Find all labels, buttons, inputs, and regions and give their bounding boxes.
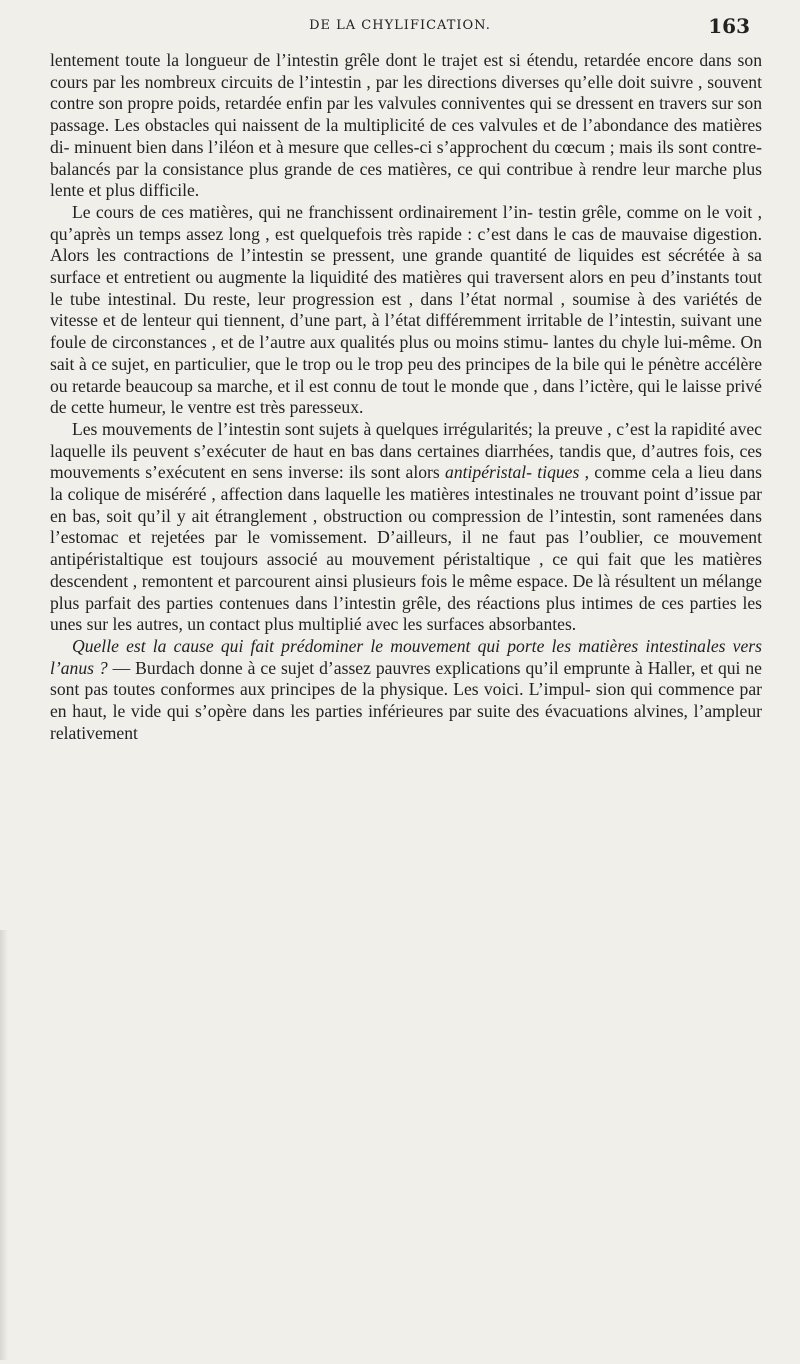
running-head: DE LA CHYLIFICATION.: [309, 18, 491, 33]
binding-shadow: [0, 930, 8, 1360]
paragraph-3-text-a: Les mouvements de l’intestin sont sujets à quelques irrégularités; la preuve , c’est la rapidité avec laquelle ils peuvent s’exécuter de haut en bas dans certaines diarrhées, tandis que, d’autres fois, ces mouvements s’exécutent en sens inverse: ils sont alors: [50, 418, 762, 483]
paragraph-1: lentement toute la longueur de l’intestin grêle dont le trajet est si étendu, retardée encore dans son cours par les nombreux circuits de l’intestin , par les directions diverses qu’elle doit suivre , souvent contre son propre poids, retardée enfin par les valvules conniventes qui se dressent en travers sur son passage. Les obstacles qui naissent de la multiplicité de ces valvules et de l’abondance des matières di- minuent bien dans l’iléon et à mesure que celles-ci s’approchent du cœcum ; mais ils sont contre-balancés par la consistance plus grande de ces matières, ce qui contribue à rendre leur marche plus lente et plus difficile.: [50, 50, 762, 201]
body-text: [50, 50, 762, 745]
page-number: 163: [708, 14, 750, 38]
paragraph-3: [50, 419, 762, 636]
paragraph-3-italic-term: antipéristal- tiques: [445, 462, 580, 483]
paragraph-4-italic-question: Quelle est la cause qui fait prédominer le mouvement qui porte les matières intestinales vers l’anus ?: [50, 635, 762, 678]
paragraph-3-text-b: , comme cela a lieu dans la colique de miséréré , affection dans laquelle les matières intestinales ne trouvant point d’issue par en bas, soit qu’il y ait étranglement , obstruction ou compression de l’intestin, sont ramenées dans l’estomac et rejetées par le vomissement. D’ailleurs, il ne faut pas l’oublier, ce mouvement antipéristaltique est toujours associé au mouvement péristaltique , ce qui fait que les matières descendent , remontent et parcourent ainsi plusieurs fois le même espace. De là résultent un mélange plus parfait des parties contenues dans l’intestin grêle, des réactions plus intimes de ces parties les unes sur les autres, un contact plus multiplié avec les surfaces absorbantes.: [50, 462, 762, 635]
paragraph-4: [50, 636, 762, 745]
paragraph-4-text: — Burdach donne à ce sujet d’assez pauvres explications qu’il emprunte à Haller, et qui ne sont pas toutes conformes aux principes de la physique. Les voici. L’impul- sion qui commence par en haut, le vide qui s’opère dans les parties inférieures par suite des évacuations alvines, l’ampleur relativement: [50, 657, 762, 743]
paragraph-2: Le cours de ces matières, qui ne franchissent ordinairement l’in- testin grêle, comme on le voit , qu’après un temps assez long , est quelquefois très rapide : c’est dans le cas de mauvaise digestion. Alors les contractions de l’intestin se pressent, une grande quantité de liquides est sécrétée à sa surface et entretient ou augmente la liquidité des matières qui traversent alors en peu d’instants tout le tube intestinal. Du reste, leur progression est , dans l’état normal , soumise à des variétés de vitesse et de lenteur qui tiennent, d’une part, à l’état différemment irritable de l’intestin, suivant une foule de circonstances , et de l’autre aux qualités plus ou moins stimu- lantes du chyle lui-même. On sait à ce sujet, en particulier, que le trop ou le trop peu des principes de la bile qui le pénètre accélère ou retarde beaucoup sa marche, et il est connu de tout le monde que , dans l’ictère, qui le laisse privé de cette humeur, le ventre est très paresseux.: [50, 201, 762, 418]
page-header: [0, 14, 800, 44]
